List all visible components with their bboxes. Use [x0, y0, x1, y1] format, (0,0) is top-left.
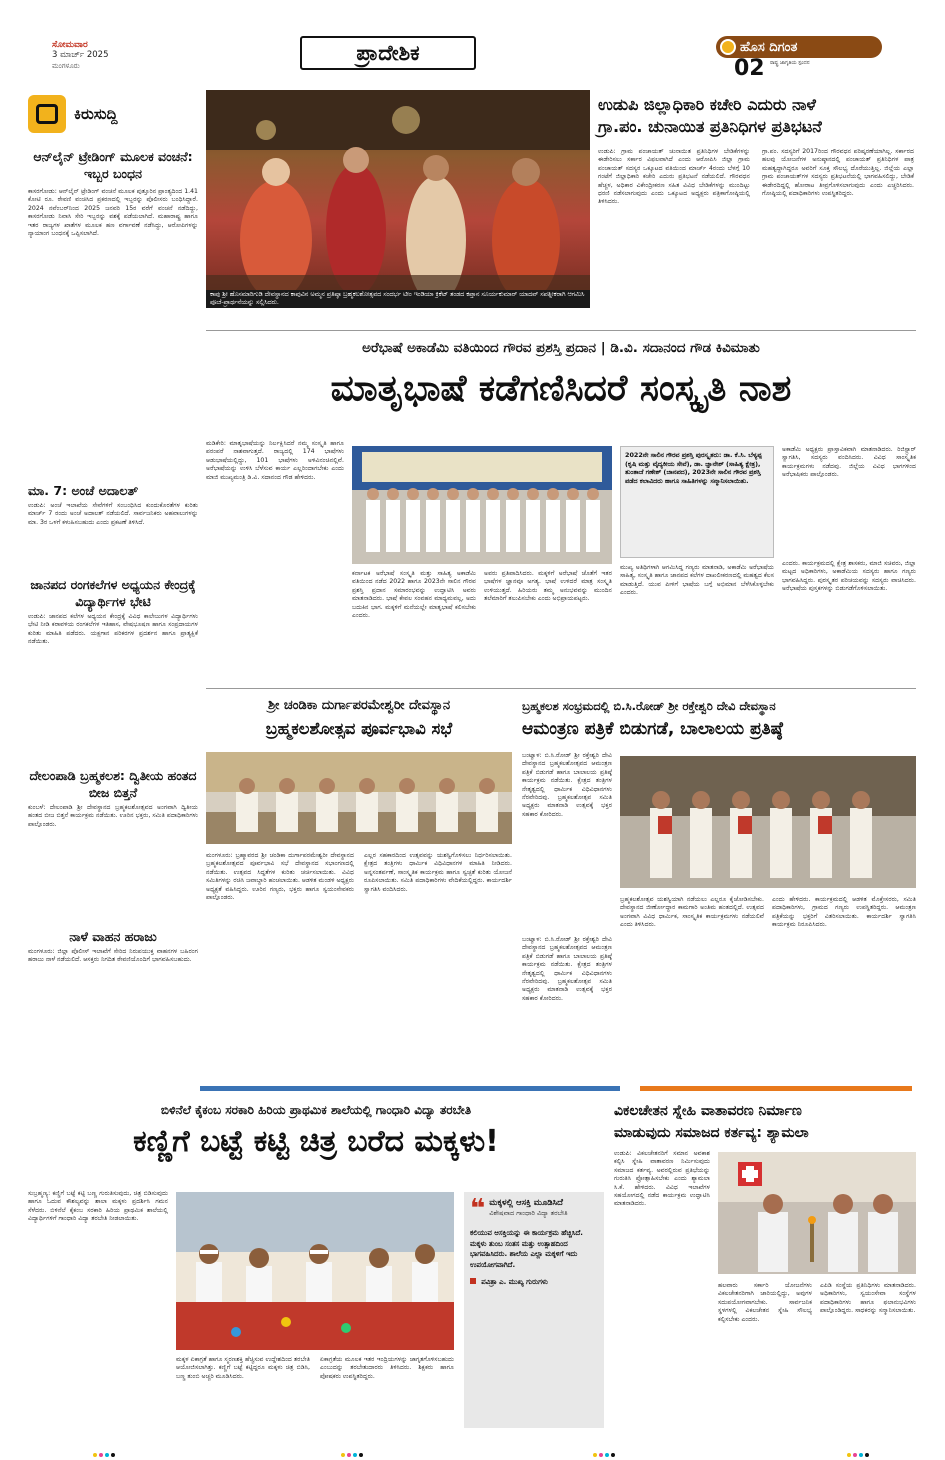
city-label: ಮಂಗಳೂರು	[52, 62, 80, 70]
lead-column: ಮಡಿಕೇರಿ: ಮಾತೃಭಾಷೆಯನ್ನು ನಿರ್ಲಕ್ಷಿಸಿದರೆ ನಮ್ಮ ಸಂಸ್ಕೃತಿ ಹಾಗೂ ಪರಂಪರೆ ನಾಶವಾಗುತ್ತದೆ. ರಾಜ್ಯದಲ್ಲಿ 174 ಭಾಷೆಗಳು ಆಡುಭಾಷೆಯಲ್ಲಿದ್ದು, 101 ಭಾಷೆಗಳು ಅಳಿವಿನಂಚಿನಲ್ಲಿವೆ. ಅರೆಭಾಷೆಯನ್ನು ಉಳಿಸಿ ಬೆಳೆಸುವ ಕಾರ್ಯ ಎಲ್ಲರಿಂದಾಗಬೇಕು ಎಂದು ಮಾಜಿ ಮುಖ್ಯಮಂತ್ರಿ ಡಿ.ವಿ. ಸದಾನಂದ ಗೌಡ ಹೇಳಿದರು.	[206, 440, 344, 481]
date-block	[52, 40, 162, 71]
brief-item	[28, 767, 198, 924]
quote-body: ಕಲಿಯುವ ಆಸಕ್ತಿಯನ್ನು ಈ ಕಾರ್ಯಕ್ರಮ ಹೆಚ್ಚಿಸಿದೆ. ಮಕ್ಕಳು ತುಂಬ ಸಂತಸ ಮತ್ತು ಉತ್ಸಾಹದಿಂದ ಭಾಗವಹಿಸಿದರು. ಶಾಲೆಯ ಎಲ್ಲಾ ಮಕ್ಕಳಿಗೆ ಇದು ಉಪಯೋಗವಾಗಿದೆ.	[470, 1229, 583, 1269]
brief-body: ಕಾಸರಗೋಡು: ಆನ್‌ಲೈನ್ ಟ್ರೇಡಿಂಗ್ ವಂಚನೆ ಮೂಲಕ ಪುತ್ತೂರಿನ ಪ್ರಾಂತ್ಯದಿಂದ 1.41 ಕೋಟಿ ರೂ. ಠೇವಣಿ ವಂಚಿಸಿದ ಪ್ರಕರಣದಲ್ಲಿ ಇಬ್ಬರನ್ನು ಪೊಲೀಸರು ಬಂಧಿಸಿದ್ದಾರೆ. 2024 ನವೆಂಬರ್‌ನಿಂದ 2025 ಜನವರಿ 15ರ ವರೆಗೆ ವಂಚನೆ ನಡೆದಿದ್ದು, ಕಾಸರಗೋಡು ನಿವಾಸಿ ಸೇರಿ ಇಬ್ಬರನ್ನು ವಶಕ್ಕೆ ಪಡೆಯಲಾಗಿದೆ. ಮಹಾರಾಷ್ಟ್ರ ಹಾಗೂ ಇತರ ರಾಜ್ಯಗಳ ಖಾತೆಗಳ ಮೂಲಕ ಹಣ ವರ್ಗಾವಣೆ ನಡೆಸಿದ್ದು, ಆರೋಪಿಗಳನ್ನು ನ್ಯಾಯಾಂಗ ಬಂಧನಕ್ಕೆ ಒಪ್ಪಿಸಲಾಗಿದೆ.	[28, 188, 198, 238]
paper-tagline: ರಾಷ್ಟ್ರ ಜಾಗೃತಿಯ ಸ್ಪಂದನ	[770, 60, 810, 66]
award-photo	[352, 446, 612, 564]
registration-marks-right	[592, 1442, 616, 1460]
brief-item	[28, 576, 198, 763]
logo-emblem-icon	[720, 39, 736, 55]
story-column: ಹಲವಾರು ಸರ್ಕಾರಿ ಯೋಜನೆಗಳು ವಿಕಲಚೇತನರಿಗಾಗಿ ಜಾರಿಯಲ್ಲಿದ್ದು, ಅವುಗಳ ಸದುಪಯೋಗವಾಗಬೇಕು. ಸಾರ್ವಜನಿಕ ಸ್ಥಳಗಳಲ್ಲಿ ವಿಕಲಚೇತನ ಸ್ನೇಹಿ ಸೌಲಭ್ಯ ಕಲ್ಪಿಸಬೇಕು ಎಂದರು.	[718, 1282, 812, 1323]
disability-event-photo-illustration	[718, 1152, 916, 1274]
shyamala-story	[614, 1100, 916, 1430]
brief-item	[28, 148, 198, 478]
registration-marks-center	[340, 1442, 364, 1460]
story-column: ಸುಬ್ರಹ್ಮಣ್ಯ: ಕಣ್ಣಿಗೆ ಬಟ್ಟೆ ಕಟ್ಟಿ ಬಣ್ಣ ಗುರುತಿಸುವುದು, ಚಿತ್ರ ಬಿಡಿಸುವುದು ಹಾಗೂ ಓದುವ ಕೌಶಲ್ಯವನ್ನು ಶಾಲಾ ಮಕ್ಕಳು ಪ್ರದರ್ಶಿಸಿ ಗಮನ ಸೆಳೆದರು. ಬಿಳಿನೆಲೆ ಕೈಕಂಬ ಸರಕಾರಿ ಹಿರಿಯ ಪ್ರಾಥಮಿಕ ಶಾಲೆಯಲ್ಲಿ ವಿದ್ಯಾರ್ಥಿಗಳಿಗೆ ಗಾಂಧಾರಿ ವಿದ್ಯಾ ತರಬೇತಿ ನೀಡಲಾಯಿತು.	[28, 1190, 168, 1223]
brief-body: ಉಡುಪಿ: ಅಂಚೆ ಇಲಾಖೆಯ ಸೇವೆಗಳಿಗೆ ಸಂಬಂಧಿಸಿದ ಕುಂದುಕೊರತೆಗಳ ಕುರಿತು ಮಾರ್ಚ್ 7 ರಂದು ಅಂಚೆ ಅದಾಲತ್ ನಡೆಯಲಿದೆ. ಸಾರ್ವಜನಿಕರು ಅಹವಾಲುಗಳನ್ನು ಮಾ. 3ರ ಒಳಗೆ ಕಳುಹಿಸಬಹುದು ಎಂದು ಪ್ರಕಟಣೆ ತಿಳಿಸಿದೆ.	[28, 502, 198, 526]
hand-pointer-icon	[28, 95, 66, 133]
quote-subtitle: ವಿಶೇಷವಾದ ಗಾಂಧಾರಿ ವಿದ್ಯಾ ತರಬೇತಿ	[489, 1209, 568, 1217]
quote-author	[470, 1278, 598, 1287]
temple-photo	[206, 90, 590, 308]
disability-event-photo	[718, 1152, 916, 1274]
bottom-headline: ಕಣ್ಣಿಗೆ ಬಟ್ಟೆ ಕಟ್ಟಿ ಚಿತ್ರ ಬರೆದ ಮಕ್ಕಳು!	[133, 1124, 499, 1159]
divider	[206, 330, 916, 331]
kirusuddi-sidebar	[28, 92, 198, 1082]
headline-line-2: ಗ್ರಾ.ಪಂ. ಚುನಾಯಿತ ಪ್ರತಿನಿಧಿಗಳ ಪ್ರತಿಭಟನೆ	[598, 117, 822, 136]
brief-body: ಕುಂಬಳೆ: ದೇಲಂಪಾಡಿ ಶ್ರೀ ದೇವಸ್ಥಾನದ ಬ್ರಹ್ಮಕಲಶೋತ್ಸವದ ಅಂಗವಾಗಿ ದ್ವಿತೀಯ ಹಂತದ ಬೀಜ ಬಿತ್ತನೆ ಕಾರ್ಯಕ್ರಮ ನಡೆಯಿತು. ಊರಿನ ಭಕ್ತರು, ಸಮಿತಿ ಪದಾಧಿಕಾರಿಗಳು ಪಾಲ್ಗೊಂಡರು.	[28, 804, 198, 828]
top-right-story	[598, 94, 916, 324]
awardees-text: 2022ನೇ ಸಾಲಿನ ಗೌರವ ಪ್ರಶಸ್ತಿ ಪುರಸ್ಕೃತರು: ಡಾ. ಕೆ.ಸಿ. ಬೆಳ್ಯಪ್ಪ (ಕೃಷಿ ಮತ್ತು ವೈದ್ಯಕೀಯ ಸೇವೆ), ಡಾ. ಜ್ಞಾನೇಶ್ (ಸಾಹಿತ್ಯ ಕ್ಷೇತ್ರ), ತುಂತಾಜೆ ಗಣೇಶ್ (ಜಾನಪದ), 2023ನೇ ಸಾಲಿನ ಗೌರವ ಪ್ರಶಸ್ತಿ ಪಡೆದ ಕಲಾವಿದರು ಹಾಗೂ ಸಾಹಿತಿಗಳನ್ನು ಸನ್ಮಾನಿಸಲಾಯಿತು.	[625, 451, 762, 485]
brief-title: ಜಾನಪದ ರಂಗಕಲೆಗಳ ಅಧ್ಯಯನ ಕೇಂದ್ರಕ್ಕೆ ವಿದ್ಯಾರ್ಥಿಗಳ ಭೇಟಿ	[30, 577, 196, 609]
story-column: ಉಡುಪಿ: ವಿಕಲಚೇತನರಿಗೆ ಸಮಾನ ಅವಕಾಶ ಕಲ್ಪಿಸಿ ಸ್ನೇಹಿ ವಾತಾವರಣ ನಿರ್ಮಿಸುವುದು ಸಮಾಜದ ಕರ್ತವ್ಯ. ಅವರಲ್ಲಿರುವ ಪ್ರತಿಭೆಯನ್ನು ಗುರುತಿಸಿ ಪ್ರೋತ್ಸಾಹಿಸಬೇಕು ಎಂದು ಶ್ಯಾಮಲಾ ಸಿ.ಕೆ. ಹೇಳಿದರು. ವಿವಿಧ ಇಲಾಖೆಗಳ ಸಹಯೋಗದಲ್ಲಿ ನಡೆದ ಕಾರ್ಯಕ್ರಮ ಉದ್ಘಾಟಿಸಿ ಮಾತನಾಡಿದರು.	[614, 1150, 710, 1208]
story-column: ಉಡುಪಿ: ಗ್ರಾಮ ಪಂಚಾಯತ್ ಚುನಾಯಿತ ಪ್ರತಿನಿಧಿಗಳ ಬೇಡಿಕೆಗಳನ್ನು ಈಡೇರಿಸಲು ಸರ್ಕಾರ ವಿಫಲವಾಗಿದೆ ಎಂದು ಆರೋಪಿಸಿ ಜಿಲ್ಲಾ ಗ್ರಾಮ ಪಂಚಾಯತ್ ಸದಸ್ಯರ ಒಕ್ಕೂಟದ ವತಿಯಿಂದ ಮಾರ್ಚ್ 4ರಂದು ಬೆಳಗ್ಗೆ 10 ಗಂಟೆಗೆ ಜಿಲ್ಲಾಧಿಕಾರಿ ಕಚೇರಿ ಎದುರು ಪ್ರತಿಭಟನೆ ನಡೆಯಲಿದೆ. ಗೌರವಧನ ಹೆಚ್ಚಳ, ಅಧಿಕಾರ ವಿಕೇಂದ್ರೀಕರಣ ಸಹಿತ ವಿವಿಧ ಬೇಡಿಕೆಗಳನ್ನು ಮುಂದಿಟ್ಟು ಧರಣಿ ನಡೆಸಲಾಗುವುದು ಎಂದು ಒಕ್ಕೂಟದ ಅಧ್ಯಕ್ಷರು ಪತ್ರಿಕಾಗೋಷ್ಠಿಯಲ್ಲಿ ತಿಳಿಸಿದರು.	[598, 148, 750, 206]
children-photo-illustration	[176, 1192, 454, 1350]
meeting-photo-illustration	[206, 752, 512, 844]
brief-title: ಮಾ. 7: ಅಂಚೆ ಅದಾಲತ್	[28, 483, 139, 498]
story-column: ಏಕಾಗ್ರತೆಯ ಮೂಲಕ ಇತರ ಇಂದ್ರಿಯಗಳನ್ನು ಜಾಗೃತಗೊಳಿಸಬಹುದು ಎಂಬುದನ್ನು ತರಬೇತುದಾರರು ತಿಳಿಸಿದರು. ಶಿಕ್ಷಕರು ಹಾಗೂ ಪೋಷಕರು ಉಪಸ್ಥಿತರಿದ್ದರು.	[320, 1356, 454, 1380]
kirusuddi-header	[28, 92, 198, 136]
brief-item	[28, 928, 198, 1010]
page-number: 02	[734, 56, 765, 81]
blue-rule	[200, 1086, 620, 1091]
headline-line-2: ಆಮಂತ್ರಣ ಪತ್ರಿಕೆ ಬಿಡುಗಡೆ, ಬಾಲಾಲಯ ಪ್ರತಿಷ್ಠೆ	[522, 719, 783, 739]
story-column: ಬಂಟ್ವಾಳ: ಬಿ.ಸಿ.ರೋಡ್ ಶ್ರೀ ರಕ್ತೇಶ್ವರಿ ದೇವಿ ದೇವಸ್ಥಾನದ ಬ್ರಹ್ಮಕಲಶೋತ್ಸವದ ಆಮಂತ್ರಣ ಪತ್ರಿಕೆ ಬಿಡುಗಡೆ ಹಾಗೂ ಬಾಲಾಲಯ ಪ್ರತಿಷ್ಠೆ ಕಾರ್ಯಕ್ರಮ ನಡೆಯಿತು. ಕ್ಷೇತ್ರದ ತಂತ್ರಿಗಳ ನೇತೃತ್ವದಲ್ಲಿ ಧಾರ್ಮಿಕ ವಿಧಿವಿಧಾನಗಳು ನೆರವೇರಿದವು. ಬ್ರಹ್ಮಕಲಶೋತ್ಸವ ಸಮಿತಿ ಅಧ್ಯಕ್ಷರು ಮಾತನಾಡಿ ಉತ್ಸವಕ್ಕೆ ಭಕ್ತರ ಸಹಕಾರ ಕೋರಿದರು.	[522, 752, 612, 818]
story-column: ಎಂದು ಹೇಳಿದರು. ಕಾರ್ಯಕ್ರಮದಲ್ಲಿ ಆಡಳಿತ ಮೊಕ್ತೇಸರರು, ಸಮಿತಿ ಪದಾಧಿಕಾರಿಗಳು, ಗ್ರಾಮದ ಗಣ್ಯರು ಉಪಸ್ಥಿತರಿದ್ದರು. ಆಮಂತ್ರಣ ಪತ್ರಿಕೆಯನ್ನು ಭಕ್ತರಿಗೆ ವಿತರಿಸಲಾಯಿತು. ಕಾರ್ಯದರ್ಶಿ ಸ್ವಾಗತಿಸಿ ಕಾರ್ಯಕ್ರಮ ನಿರೂಪಿಸಿದರು.	[772, 896, 916, 929]
date-label: 3 ಮಾರ್ಚ್ 2025	[52, 50, 109, 60]
brief-title: ದೇಲಂಪಾಡಿ ಬ್ರಹ್ಮಕಲಶ: ದ್ವಿತೀಯ ಹಂತದ ಬೀಜ ಬಿತ್ತನೆ	[29, 768, 197, 800]
meeting-photo	[206, 752, 512, 844]
headline-line-1: ಉಡುಪಿ ಜಿಲ್ಲಾಧಿಕಾರಿ ಕಚೇರಿ ಎದುರು ನಾಳೆ	[598, 95, 816, 114]
lead-column: ಅಕಾಡೆಮಿ ಅಧ್ಯಕ್ಷರು ಪ್ರಾಸ್ತಾವಿಕವಾಗಿ ಮಾತನಾಡಿದರು. ರಿಜಿಸ್ಟ್ರಾರ್ ಸ್ವಾಗತಿಸಿ, ಸದಸ್ಯರು ವಂದಿಸಿದರು. ವಿವಿಧ ಸಾಂಸ್ಕೃತಿಕ ಕಾರ್ಯಕ್ರಮಗಳು ನಡೆದವು. ಜಿಲ್ಲೆಯ ವಿವಿಧ ಭಾಗಗಳಿಂದ ಅರೆಭಾಷಿಕರು ಪಾಲ್ಗೊಂಡರು.	[782, 446, 916, 479]
awardees-box	[620, 446, 774, 558]
story-column: ಬ್ರಹ್ಮಕಲಶೋತ್ಸವ ಯಶಸ್ವಿಯಾಗಿ ನಡೆಯಲು ಎಲ್ಲರೂ ಕೈಜೋಡಿಸಬೇಕು. ದೇವಸ್ಥಾನದ ಜೀರ್ಣೋದ್ಧಾರ ಕಾಮಗಾರಿ ಅಂತಿಮ ಹಂತದಲ್ಲಿದೆ. ಉತ್ಸವದ ಅಂಗವಾಗಿ ವಿವಿಧ ಧಾರ್ಮಿಕ, ಸಾಂಸ್ಕೃತಿಕ ಕಾರ್ಯಕ್ರಮಗಳು ನಡೆಯಲಿವೆ ಎಂದು ತಿಳಿಸಿದರು.	[620, 896, 764, 929]
quote-title: ಮಕ್ಕಳಲ್ಲಿ ಆಸಕ್ತಿ ಮೂಡಿಸಿದೆ	[489, 1198, 563, 1208]
lead-column: ಕರ್ನಾಟಕ ಅರೆಭಾಷೆ ಸಂಸ್ಕೃತಿ ಮತ್ತು ಸಾಹಿತ್ಯ ಅಕಾಡೆಮಿ ವತಿಯಿಂದ ನಡೆದ 2022 ಹಾಗೂ 2023ನೇ ಸಾಲಿನ ಗೌರವ ಪ್ರಶಸ್ತಿ ಪ್ರದಾನ ಸಮಾರಂಭವನ್ನು ಉದ್ಘಾಟಿಸಿ ಅವರು ಮಾತನಾಡಿದರು. ಭಾಷೆ ಕೇವಲ ಸಂವಹನ ಮಾಧ್ಯಮವಲ್ಲ, ಅದು ಬದುಕಿನ ಭಾಗ. ಮಕ್ಕಳಿಗೆ ಮನೆಯಲ್ಲೇ ಮಾತೃಭಾಷೆ ಕಲಿಸಬೇಕು ಎಂದರು.	[352, 570, 476, 620]
headline-line-1: ಶ್ರೀ ಚಂಡಿಕಾ ದುರ್ಗಾಪರಮೇಶ್ವರೀ ದೇವಸ್ಥಾನ	[267, 698, 451, 713]
story-column: ಮಕ್ಕಳ ಏಕಾಗ್ರತೆ ಹಾಗೂ ಸ್ಮರಣಶಕ್ತಿ ಹೆಚ್ಚಿಸುವ ಉದ್ದೇಶದಿಂದ ತರಬೇತಿ ಆಯೋಜಿಸಲಾಗಿತ್ತು. ಕಣ್ಣಿಗೆ ಬಟ್ಟೆ ಕಟ್ಟಿದ್ದರೂ ಮಕ್ಕಳು ಚಿತ್ರ ಬಿಡಿಸಿ, ಬಣ್ಣ ತುಂಬಿ ಅಚ್ಚರಿ ಮೂಡಿಸಿದರು.	[176, 1356, 310, 1380]
lead-column: ಮುಖ್ಯ ಅತಿಥಿಗಳಾಗಿ ಆಗಮಿಸಿದ್ದ ಗಣ್ಯರು ಮಾತನಾಡಿ, ಅಕಾಡೆಮಿ ಅರೆಭಾಷೆಯ ಸಾಹಿತ್ಯ, ಸಂಸ್ಕೃತಿ ಹಾಗೂ ಜಾನಪದ ಕಲೆಗಳ ದಾಖಲೀಕರಣದಲ್ಲಿ ಮಹತ್ವದ ಕೆಲಸ ಮಾಡುತ್ತಿದೆ. ಯುವ ಪೀಳಿಗೆ ಭಾಷೆಯ ಬಗ್ಗೆ ಅಭಿಮಾನ ಬೆಳೆಸಿಕೊಳ್ಳಬೇಕು ಎಂದರು.	[620, 564, 774, 597]
award-photo-illustration	[352, 446, 612, 564]
orange-rule	[640, 1086, 912, 1091]
brief-title: ನಾಳೆ ವಾಹನ ಹರಾಜು	[69, 929, 157, 944]
quote-author-name: ಪವಿತ್ರಾ ಎ. ಮುಖ್ಯ ಗುರುಗಳು	[481, 1278, 548, 1286]
brief-title: ಆನ್‌ಲೈನ್ ಟ್ರೇಡಿಂಗ್ ಮೂಲಕ ವಂಚನೆ: ಇಬ್ಬರ ಬಂಧನ	[33, 149, 193, 181]
author-square-icon	[470, 1278, 476, 1284]
lead-column: ಎಂದರು. ಕಾರ್ಯಕ್ರಮದಲ್ಲಿ ಕ್ಷೇತ್ರ ಶಾಸಕರು, ಮಾಜಿ ಸಚಿವರು, ಜಿಲ್ಲಾ ಮಟ್ಟದ ಅಧಿಕಾರಿಗಳು, ಅಕಾಡೆಮಿಯ ಸದಸ್ಯರು ಹಾಗೂ ಗಣ್ಯರು ಭಾಗವಹಿಸಿದ್ದರು. ಪುರಸ್ಕೃತರ ಪರಿಚಯವನ್ನು ಸದಸ್ಯರು ವಾಚಿಸಿದರು. ಅರೆಭಾಷೆಯ ಪುಸ್ತಕಗಳನ್ನು ಬಿಡುಗಡೆಗೊಳಿಸಲಾಯಿತು.	[782, 560, 916, 593]
invitation-photo-illustration	[620, 756, 916, 888]
story-column: ಎಪಿಡಿ ಸಂಸ್ಥೆಯ ಪ್ರತಿನಿಧಿಗಳು ಮಾತನಾಡಿದರು. ಅಧಿಕಾರಿಗಳು, ಸ್ವಯಂಸೇವಾ ಸಂಸ್ಥೆಗಳ ಪದಾಧಿಕಾರಿಗಳು ಹಾಗೂ ಫಲಾನುಭವಿಗಳು ಪಾಲ್ಗೊಂಡಿದ್ದರು. ಸಾಧಕರನ್ನು ಸನ್ಮಾನಿಸಲಾಯಿತು.	[820, 1282, 916, 1315]
headline-line-2: ಮಾಡುವುದು ಸಮಾಜದ ಕರ್ತವ್ಯ: ಶ್ಯಾಮಲಾ	[614, 1125, 809, 1141]
paper-name: ಹೊಸ ದಿಗಂತ	[740, 39, 798, 55]
chandika-story	[206, 696, 512, 1080]
lead-headline: ಮಾತೃಭಾಷೆ ಕಡೆಗಣಿಸಿದರೆ ಸಂಸ್ಕೃತಿ ನಾಶ	[330, 368, 792, 409]
day-label: ಸೋಮವಾರ	[52, 40, 88, 50]
story-column: ಎಲ್ಲರ ಸಹಕಾರದಿಂದ ಉತ್ಸವವನ್ನು ಯಶಸ್ವಿಗೊಳಿಸಲು ನಿರ್ಧರಿಸಲಾಯಿತು. ಕ್ಷೇತ್ರದ ತಂತ್ರಿಗಳು ಧಾರ್ಮಿಕ ವಿಧಿವಿಧಾನಗಳ ಮಾಹಿತಿ ನೀಡಿದರು. ಅನ್ನಸಂತರ್ಪಣೆ, ಸಾಂಸ್ಕೃತಿಕ ಕಾರ್ಯಕ್ರಮ ಹಾಗೂ ಸ್ವಚ್ಛತೆ ಕುರಿತು ಯೋಜನೆ ರೂಪಿಸಲಾಯಿತು. ಸಮಿತಿ ಪದಾಧಿಕಾರಿಗಳು ವೇದಿಕೆಯಲ್ಲಿದ್ದರು. ಕಾರ್ಯದರ್ಶಿ ಸ್ವಾಗತಿಸಿ ವಂದಿಸಿದರು.	[364, 852, 512, 893]
bottom-kicker: ಬಿಳಿನೆಲೆ ಕೈಕಂಬ ಸರಕಾರಿ ಹಿರಿಯ ಪ್ರಾಥಮಿಕ ಶಾಲೆಯಲ್ಲಿ ಗಾಂಧಾರಿ ವಿದ್ಯಾ ತರಬೇತಿ	[160, 1103, 472, 1117]
section-title: ಪ್ರಾದೇಶಿಕ	[356, 40, 420, 65]
brief-item	[28, 482, 198, 572]
story-column: ಗ್ರಾ.ಪಂ. ಸದಸ್ಯರಿಗೆ 2017ರಿಂದ ಗೌರವಧನ ಪರಿಷ್ಕರಣೆಯಾಗಿಲ್ಲ. ಸರ್ಕಾರದ ಹಲವು ಯೋಜನೆಗಳ ಅನುಷ್ಠಾನದಲ್ಲಿ ಪಂಚಾಯತ್ ಪ್ರತಿನಿಧಿಗಳ ಪಾತ್ರ ಮಹತ್ವದ್ದಾಗಿದ್ದರೂ ಅವರಿಗೆ ಸೂಕ್ತ ಸೌಲಭ್ಯ ದೊರೆಯುತ್ತಿಲ್ಲ. ಜಿಲ್ಲೆಯ ಎಲ್ಲಾ ಗ್ರಾಮ ಪಂಚಾಯತ್‌ಗಳ ಸದಸ್ಯರು ಪ್ರತಿಭಟನೆಯಲ್ಲಿ ಭಾಗವಹಿಸಲಿದ್ದು, ಬೇಡಿಕೆ ಈಡೇರದಿದ್ದಲ್ಲಿ ಹೋರಾಟ ತೀವ್ರಗೊಳಿಸಲಾಗುವುದು ಎಂದು ಎಚ್ಚರಿಸಿದರು. ಗೋಷ್ಠಿಯಲ್ಲಿ ಪದಾಧಿಕಾರಿಗಳು ಉಪಸ್ಥಿತರಿದ್ದರು.	[762, 148, 914, 198]
headline-line-2: ಬ್ರಹ್ಮಕಲಶೋತ್ಸವ ಪೂರ್ವಭಾವಿ ಸಭೆ	[265, 719, 453, 738]
lead-story	[206, 338, 916, 678]
gandhari-story	[28, 1100, 604, 1430]
quote-icon: ❝	[470, 1194, 486, 1224]
masthead	[0, 0, 945, 88]
lead-column: ಅವರು ಪ್ರತಿಪಾದಿಸಿದರು. ಮಕ್ಕಳಿಗೆ ಅರೆಭಾಷೆ ಜೊತೆಗೆ ಇತರ ಭಾಷೆಗಳ ಜ್ಞಾನವೂ ಅಗತ್ಯ. ಭಾಷೆ ಉಳಿದರೆ ಮಾತ್ರ ಸಂಸ್ಕೃತಿ ಉಳಿಯುತ್ತದೆ. ಹಿರಿಯರು ತಮ್ಮ ಅನುಭವವನ್ನು ಮುಂದಿನ ತಲೆಮಾರಿಗೆ ತಲುಪಿಸಬೇಕು ಎಂದು ಅಭಿಪ್ರಾಯಪಟ್ಟರು.	[484, 570, 612, 603]
temple-photo-illustration	[206, 90, 590, 308]
headline-line-1: ಬ್ರಹ್ಮಕಲಶ ಸಂಭ್ರಮದಲ್ಲಿ ಬಿ.ಸಿ.ರೋಡ್ ಶ್ರೀ ರಕ್ತೇಶ್ವರಿ ದೇವಿ ದೇವಸ್ಥಾನ	[522, 699, 776, 713]
paper-logo	[716, 36, 882, 58]
registration-marks-left	[92, 1442, 116, 1460]
lead-kicker: ಅರೆಭಾಷೆ ಅಕಾಡೆಮಿ ವತಿಯಿಂದ ಗೌರವ ಪ್ರಶಸ್ತಿ ಪ್ರದಾನ | ಡಿ.ವಿ. ಸದಾನಂದ ಗೌಡ ಕಿವಿಮಾತು	[362, 340, 760, 356]
registration-marks-far-right	[846, 1442, 870, 1460]
children-photo	[176, 1192, 454, 1350]
raktheshwari-story	[522, 696, 916, 1080]
temple-photo-caption: ಕಾಪು ಶ್ರೀ ಹೊಸಮಾರಿಗುಡಿ ದೇವಸ್ಥಾನದ ಕಾಪುವಿನ ಅಮ್ಮನ ಪ್ರತಿಷ್ಠಾ ಬ್ರಹ್ಮಕಲಶೋತ್ಸವದ ಸಂದರ್ಭ ಟೀಂ ಇಂಡಿಯಾ ಕ್ರಿಕೆಟ್ ತಂಡದ ಕಪ್ತಾನ ಸೂರ್ಯಕುಮಾರ್ ಯಾದವ್ ಸಪತ್ನೀಕರಾಗಿ ಆಗಮಿಸಿ ಪೂಜೆ-ಪ್ರಾರ್ಥನೆಯನ್ನು ಸಲ್ಲಿಸಿದರು.	[206, 290, 590, 308]
invitation-photo	[620, 756, 916, 888]
section-title-box	[300, 36, 476, 70]
brief-body: ಮಂಗಳೂರು: ಜಿಲ್ಲಾ ಪೊಲೀಸ್ ಇಲಾಖೆಗೆ ಸೇರಿದ ನಿರುಪಯುಕ್ತ ವಾಹನಗಳ ಬಹಿರಂಗ ಹರಾಜು ನಾಳೆ ನಡೆಯಲಿದೆ. ಆಸಕ್ತರು ನಿಗದಿತ ಠೇವಣಿಯೊಂದಿಗೆ ಭಾಗವಹಿಸಬಹುದು.	[28, 948, 198, 964]
divider	[206, 688, 916, 689]
story-column: ಮಂಗಳೂರು: ಬ್ರಹ್ಮಾವರದ ಶ್ರೀ ಚಂಡಿಕಾ ದುರ್ಗಾಪರಮೇಶ್ವರೀ ದೇವಸ್ಥಾನದ ಬ್ರಹ್ಮಕಲಶೋತ್ಸವದ ಪೂರ್ವಭಾವಿ ಸಭೆ ದೇವಸ್ಥಾನದ ಸಭಾಂಗಣದಲ್ಲಿ ನಡೆಯಿತು. ಉತ್ಸವದ ಸಿದ್ಧತೆಗಳ ಕುರಿತು ಚರ್ಚಿಸಲಾಯಿತು. ವಿವಿಧ ಸಮಿತಿಗಳನ್ನು ರಚಿಸಿ ಜವಾಬ್ದಾರಿ ಹಂಚಲಾಯಿತು. ಆಡಳಿತ ಮಂಡಳಿ ಅಧ್ಯಕ್ಷರು ಅಧ್ಯಕ್ಷತೆ ವಹಿಸಿದ್ದರು. ಊರಿನ ಗಣ್ಯರು, ಭಕ್ತರು ಹಾಗೂ ಸ್ವಯಂಸೇವಕರು ಪಾಲ್ಗೊಂಡರು.	[206, 852, 354, 902]
story-column: ಬಂಟ್ವಾಳ: ಬಿ.ಸಿ.ರೋಡ್ ಶ್ರೀ ರಕ್ತೇಶ್ವರಿ ದೇವಿ ದೇವಸ್ಥಾನದ ಬ್ರಹ್ಮಕಲಶೋತ್ಸವದ ಆಮಂತ್ರಣ ಪತ್ರಿಕೆ ಬಿಡುಗಡೆ ಹಾಗೂ ಬಾಲಾಲಯ ಪ್ರತಿಷ್ಠೆ ಕಾರ್ಯಕ್ರಮ ನಡೆಯಿತು. ಕ್ಷೇತ್ರದ ತಂತ್ರಿಗಳ ನೇತೃತ್ವದಲ್ಲಿ ಧಾರ್ಮಿಕ ವಿಧಿವಿಧಾನಗಳು ನೆರವೇರಿದವು. ಬ್ರಹ್ಮಕಲಶೋತ್ಸವ ಸಮಿತಿ ಅಧ್ಯಕ್ಷರು ಮಾತನಾಡಿ ಉತ್ಸವಕ್ಕೆ ಭಕ್ತರ ಸಹಕಾರ ಕೋರಿದರು.	[522, 936, 612, 1002]
kirusuddi-label: ಕಿರುಸುದ್ದಿ	[74, 105, 118, 123]
headline-line-1: ವಿಕಲಚೇತನ ಸ್ನೇಹಿ ವಾತಾವರಣ ನಿರ್ಮಾಣ	[614, 1103, 802, 1119]
brief-body: ಉಡುಪಿ: ಜಾನಪದ ಕಲೆಗಳ ಅಧ್ಯಯನ ಕೇಂದ್ರಕ್ಕೆ ವಿವಿಧ ಕಾಲೇಜುಗಳ ವಿದ್ಯಾರ್ಥಿಗಳು ಭೇಟಿ ನೀಡಿ ಕರಾವಳಿಯ ರಂಗಕಲೆಗಳ ಇತಿಹಾಸ, ವೇಷಭೂಷಣ ಹಾಗೂ ಸಂಪ್ರದಾಯಗಳ ಕುರಿತು ಮಾಹಿತಿ ಪಡೆದರು. ಯಕ್ಷಗಾನ ಪರಿಕರಗಳ ಪ್ರದರ್ಶನ ಹಾಗೂ ಪ್ರಾತ್ಯಕ್ಷಿಕೆ ನಡೆಯಿತು.	[28, 613, 198, 646]
quote-box	[464, 1192, 604, 1428]
